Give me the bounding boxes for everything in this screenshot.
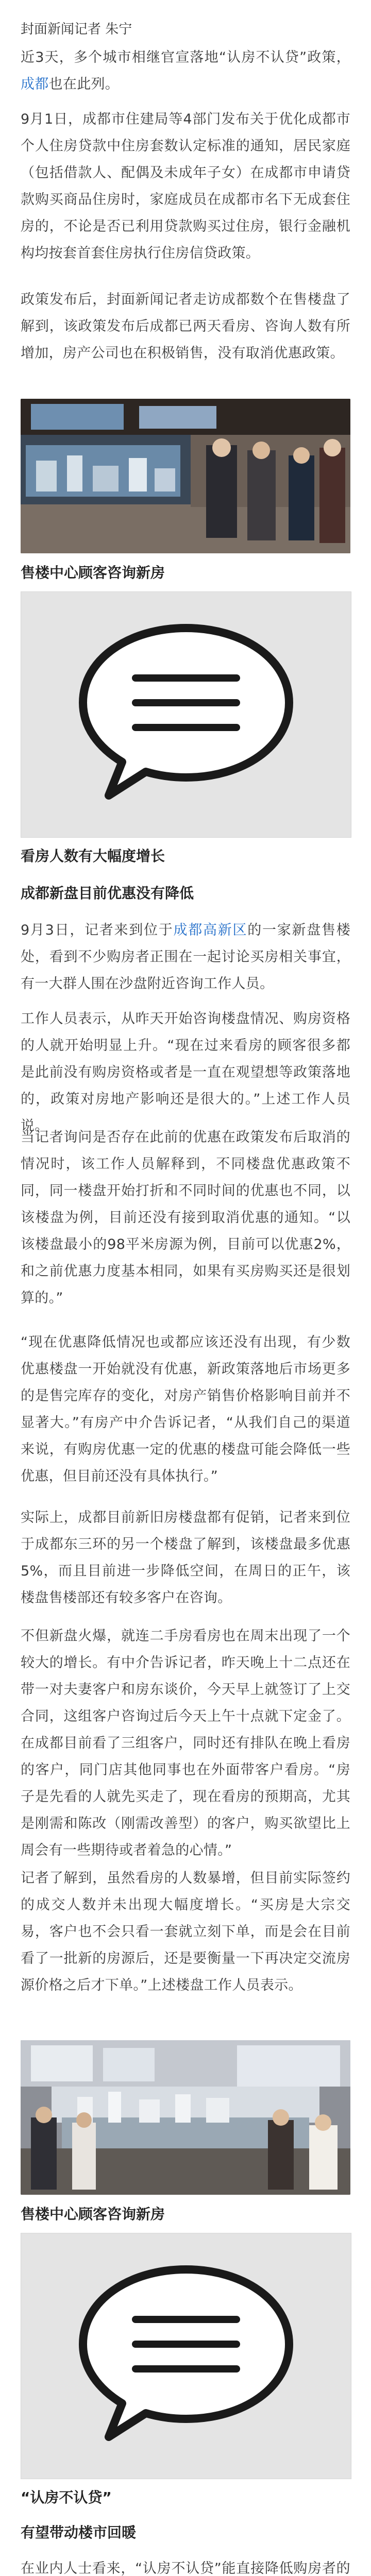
- new-project-text-b: 的一家新盘售楼处，看到不少购房者正围在一起讨论买房相关事宜，有一大群人围在沙盘附近咨询工作人员。: [21, 922, 351, 992]
- photo-caption-1: 售楼中心顾客咨询新房: [21, 564, 165, 581]
- paragraph-visit: 政策发布后，封面新闻记者走访成都数个在售楼盘了解到，该政策发布后成都已两天看房、咨询人数有所增加，房产公司也在积极销售，没有取消优惠政策。: [21, 292, 350, 361]
- paragraph-new-project: [21, 917, 350, 997]
- byline: 封面新闻记者 朱宁: [21, 22, 132, 37]
- section-heading-1: 看房人数有大幅度增长: [21, 848, 165, 865]
- link-chengdu-gaoxin[interactable]: 成都高新区: [173, 922, 248, 938]
- paragraph-promotion: 实际上，成都目前新旧房楼盘都有促销，记者来到位于成都东三环的另一个楼盘了解到，该楼盘最多优惠5%，而且目前进一步降低空间，在周日的正午，该楼盘售楼部还有较多客户在咨询。: [21, 1510, 350, 1606]
- speech-bubble-placeholder-2: [21, 2233, 351, 2479]
- paragraph-policy: 9月1日，成都市住建局等4部门发布关于优化成都市个人住房贷款中住房套数认定标准的通知，居民家庭（包括借款人、配偶及未成年子女）在成都市申请贷款购买商品住房时，家庭成员在成都市名下无成套住房的，不论是否已利用贷款购买过住房，银行金融机构均按套首套住房执行住房信贷政策。: [21, 111, 350, 261]
- photo-sales-office-1: [21, 399, 350, 553]
- paragraph-agent: “现在优惠降低情况也或都应该还没有出现，有少数优惠楼盘一开始就没有优惠，新政策落地后市场更多的是售完库存的变化，对房产销售价格影响目前并不显著大。”有房产中介告诉记者，“从我们自己的渠道来说，有购房优惠一定的优惠的楼盘可能会降低一些优惠，但目前还没有具体执行。”: [21, 1334, 350, 1484]
- section-heading-2: 成都新盘目前优惠没有降低: [21, 885, 194, 902]
- paragraph-discount: 当记者询问是否存在此前的优惠在政策发布后取消的情况时，该工作人员解释到，不同楼盘优惠政策不同，同一楼盘开始打折和不同时间的优惠也不同，以该楼盘为例，目前还没有接到取消优惠的通知。“以该楼盘最小的98平米房源为例，目前可以优惠2%，和之前优惠力度基本相同，如果有买房购买还是很划算的。”: [21, 1129, 350, 1306]
- paragraph-staff: 工作人员表示，从昨天开始咨询楼盘情况、购房资格的人就开始明显上升。“现在过来看房的顾客很多都是此前没有购房资格或者是一直在观望想等政策落地的，政策对房地产影响还是很大的。”上述工作人员说。: [21, 1011, 350, 1134]
- speech-bubble-placeholder-1: [21, 591, 351, 838]
- intro-text-b: 也在此列。: [48, 76, 120, 92]
- paragraph-secondhand: 不但新盘火爆，就连二手房看房也在周末出现了一个较大的增长。有中介告诉记者，昨天晚上十二点还在带一对夫妻客户和房东谈价，今天早上就签订了上交合同，这组客户咨询过后今天上午十点就下定金了。在成都目前看了三组客户，同时还有排队在晚上看房的客户，同门店其他同事也在外面带客户看房。“房子是先看的人就先买走了，现在看房的预期高，尤其是刚需和陈改（刚需改善型）的客户，购买欲望比上周会有一些期待或者着急的心情。”: [21, 1628, 350, 1858]
- intro-text-a: 近3天，多个城市相继官宣落地“认房不认贷”政策，: [21, 49, 350, 65]
- sales-office-sand-table-photo: [21, 399, 350, 553]
- photo-sales-office-2: [21, 2040, 350, 2195]
- link-chengdu[interactable]: 成都: [21, 76, 49, 92]
- section-heading-3: “认房不认贷”: [21, 2489, 112, 2506]
- paragraph-signing: 记者了解到，虽然看房的人数暴增，但目前实际签约的成交人数并未出现大幅度增长。“买房是大宗交易，客户也不会只看一套就立刻下单，而是会在目前看了一批新的房源后，还是要衡量一下再决定交流房源价格之后才下单。”上述楼盘工作人员表示。: [21, 1870, 350, 1993]
- photo-caption-2: 售楼中心顾客咨询新房: [21, 2206, 165, 2223]
- section-heading-4: 有望带动楼市回暖: [21, 2524, 137, 2541]
- sales-office-model-hall-photo: [21, 2040, 350, 2195]
- speech-bubble-icon: [21, 2233, 351, 2479]
- new-project-text-a: 9月3日，记者来到位于: [21, 922, 174, 938]
- paragraph-industry: 在业内人士看来，“认房不认贷”能直接降低购房者的: [21, 2561, 350, 2576]
- paragraph-intro: [21, 44, 350, 98]
- speech-bubble-icon: [21, 592, 351, 837]
